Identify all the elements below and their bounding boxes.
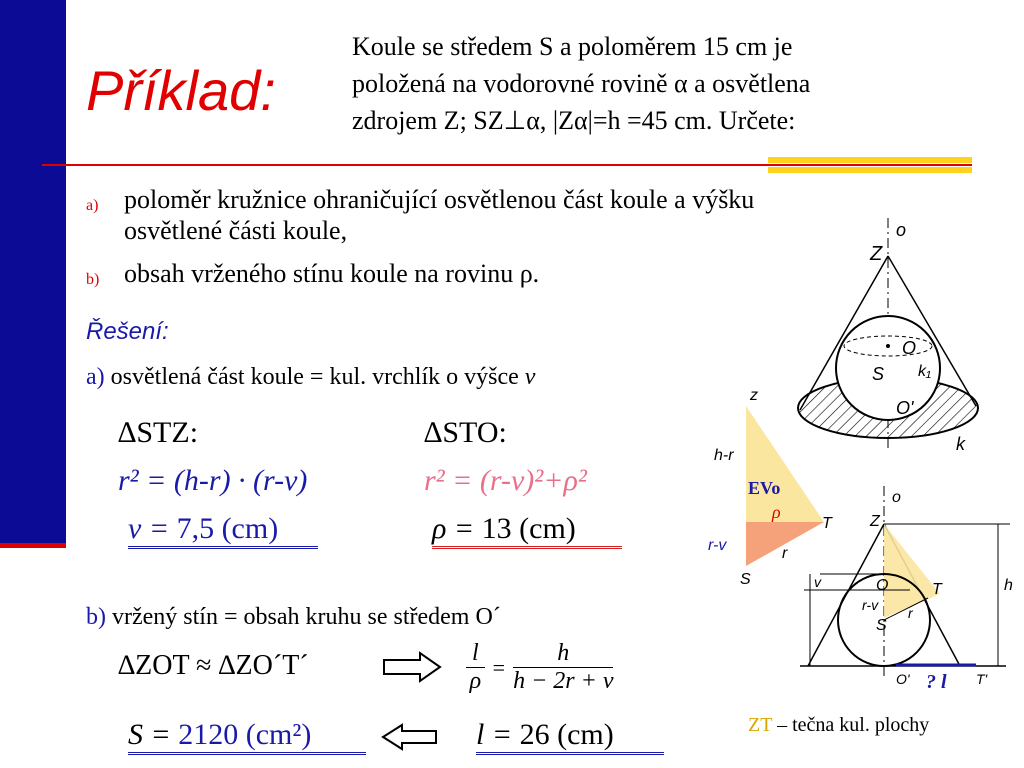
fraction-right-den: h − 2r + v [513,668,614,694]
fig3-label-h: h [1004,577,1013,594]
fig1-label-o: o [896,220,907,240]
result-v [128,512,318,549]
triangle-sto: ∆STO: [424,416,507,449]
result-S-value: 2120 (cm²) [178,718,312,751]
result-rho [432,512,622,549]
fig2-label-rho: ρ [772,502,781,522]
result-v-value: 7,5 (cm) [176,512,279,545]
title-divider [42,164,972,166]
fraction-right-num: h [513,640,613,668]
sidebar-accent [0,543,66,548]
fig3-label-o: o [892,489,901,506]
fig1-label-O-prime: O' [896,398,914,418]
fraction-left-num: l [466,640,485,668]
part-a-marker: a) [86,364,105,390]
problem-statement [352,28,992,139]
task-a-marker: a) [86,197,99,214]
result-v-lhs: v = [128,512,170,545]
sidebar-bar [0,0,66,548]
equals-sign: = [492,654,506,680]
fig3-label-T-prime: T' [976,671,988,687]
result-S-lhs: S = [128,718,171,751]
page-title: Příklad: [86,59,276,122]
part-b-text [86,604,501,631]
implies-left-arrow-icon [380,722,438,752]
part-a-var: v [524,364,536,390]
task-a-line-2: osvětlené části koule, [124,216,348,245]
fig3-label-unknown-l: ? l [926,671,947,693]
fig1-label-S: S [872,364,885,384]
cross-section-figure [800,486,1024,698]
fraction-equation [466,640,613,695]
part-a-text [86,364,535,391]
similarity-statement: ∆ZOT ≈ ∆ZO´T´ [118,650,309,681]
fraction-left-den: ρ [469,668,482,694]
equation-1: r² = (h-r) · (r-v) [118,464,308,497]
fig3-label-O: O [876,577,889,594]
fig3-label-T: T [932,581,942,598]
fig3-label-S: S [876,617,887,634]
fig1-label-z: Z [870,243,883,265]
result-S [128,718,366,755]
intro-line-2: položená na vodorovné rovině α a osvětlena [352,69,811,98]
fig2-label-h-r: h-r [714,447,734,464]
part-a-desc: osvětlená část koule = kul. vrchlík o výšce [110,364,519,390]
task-b [86,258,540,289]
tangent-caption [748,714,929,737]
result-rho-value: 13 (cm) [481,512,576,545]
fig3-label-r: r [908,605,913,621]
fig3-label-r-v: r-v [862,597,879,613]
fig2-label-T: T [822,515,832,532]
result-l-lhs: l = [476,718,513,751]
intro-line-3: zdrojem Z; SZ⊥α, |Zα|=h =45 cm. Určete: [352,106,796,135]
divider-accent-top [768,157,972,163]
task-a-line-1: poloměr kružnice ohraničující osvětlenou část koule a výšku [124,185,755,214]
divider-accent-bottom [768,167,972,173]
triangle-stz: ∆STZ: [118,416,199,449]
fig1-label-k: k [956,434,965,454]
fig2-label-r: r [782,545,788,562]
intro-line-1: Koule se středem S a poloměrem 15 cm je [352,32,793,61]
fig2-label-z: z [750,387,758,404]
fig1-label-k1: k₁ [918,363,932,380]
fig3-label-v: v [814,574,821,590]
fraction-left [466,640,485,695]
fig2-label-evo: EVo [748,478,781,498]
fig1-label-O: O [902,338,917,358]
fig2-label-r-v: r-v [708,537,727,554]
part-b-desc: vržený stín = obsah kruhu se středem O´ [112,604,501,630]
part-b-marker: b) [86,604,106,630]
fig3-label-O-prime: O' [896,671,910,687]
result-l [476,718,664,755]
fraction-right [513,640,613,695]
task-b-line-1: obsah vrženého stínu koule na rovinu ρ. [124,259,540,288]
result-l-value: 26 (cm) [519,718,614,751]
result-rho-lhs: ρ = [432,512,475,545]
implies-right-arrow-icon [382,650,444,684]
equation-2: r² = (r-v)²+ρ² [424,464,587,497]
task-b-marker: b) [86,271,100,288]
fig3-label-z: Z [870,513,880,530]
caption-zt: ZT [748,714,773,736]
caption-rest: – tečna kul. plochy [772,714,930,736]
solution-heading: Řešení: [86,318,169,345]
fig2-label-S: S [740,571,751,588]
